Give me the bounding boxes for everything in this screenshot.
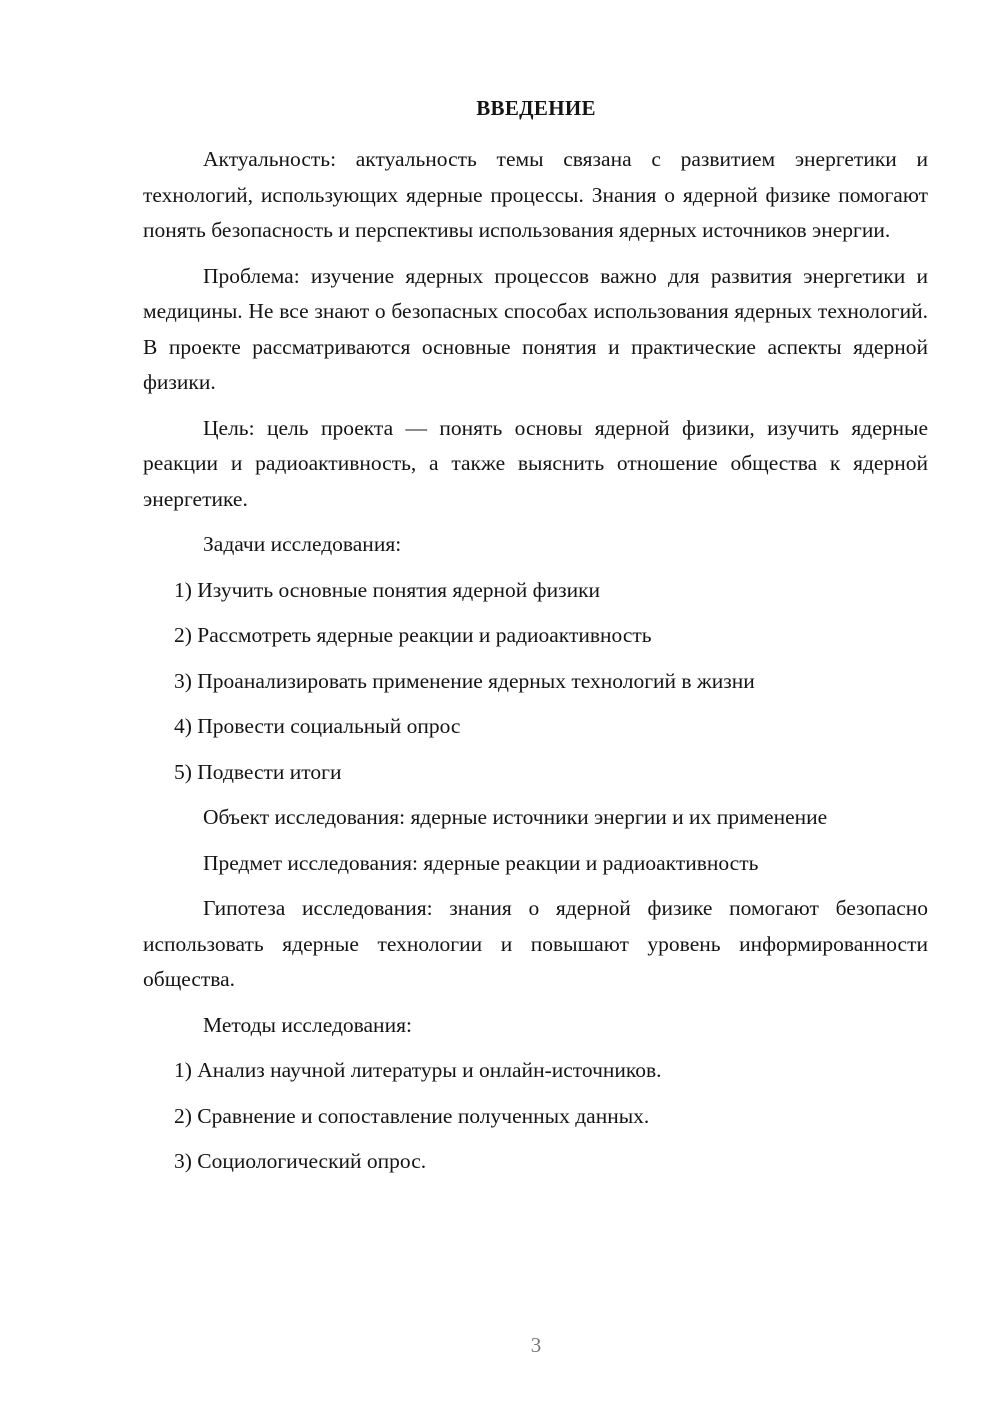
task-item: 4) Провести социальный опрос [174, 714, 461, 738]
task-item: 1) Изучить основные понятия ядерной физики [174, 577, 601, 602]
task-item: 2) Рассмотреть ядерные реакции и радиоактивность [174, 623, 652, 647]
goal-paragraph: Цель: цель проекта — понять основы ядерной физики, изучить ядерные реакции и радиоактивность, а также выяснить отношение общества к ядерной энергетике. [143, 415, 928, 511]
page-title: ВВЕДЕНИЕ [476, 96, 596, 120]
tasks-heading: Задачи исследования: [203, 532, 402, 556]
task-item: 5) Подвести итоги [174, 759, 342, 784]
method-item: 2) Сравнение и сопоставление полученных данных. [174, 1103, 650, 1128]
page-content [143, 142, 928, 1190]
subject-line: Предмет исследования: ядерные реакции и радиоактивность [203, 850, 759, 875]
hypothesis-paragraph: Гипотеза исследования: знания о ядерной физике помогают безопасно использовать ядерные технологии и повышают уровень информированности общества. [143, 896, 928, 991]
task-item: 3) Проанализировать применение ядерных технологий в жизни [174, 668, 755, 693]
method-item: 1) Анализ научной литературы и онлайн-источников. [174, 1058, 662, 1082]
methods-heading: Методы исследования: [203, 1012, 412, 1037]
problem-paragraph: Проблема: изучение ядерных процессов важно для развития энергетики и медицины. Не все знают о безопасных способах использования ядерных технологий. В проекте рассматриваются основные понятия и практические аспекты ядерной физики. [143, 263, 928, 394]
relevance-paragraph: Актуальность: актуальность темы связана с развитием энергетики и технологий, использующих ядерные процессы. Знания о ядерной физике помогают понять безопасность и перспективы использования ядерных источников энергии. [143, 147, 928, 242]
page-number: 3 [530, 1333, 542, 1357]
method-item: 3) Социологический опрос. [174, 1149, 427, 1173]
object-line: Объект исследования: ядерные источники энергии и их применение [203, 805, 828, 829]
